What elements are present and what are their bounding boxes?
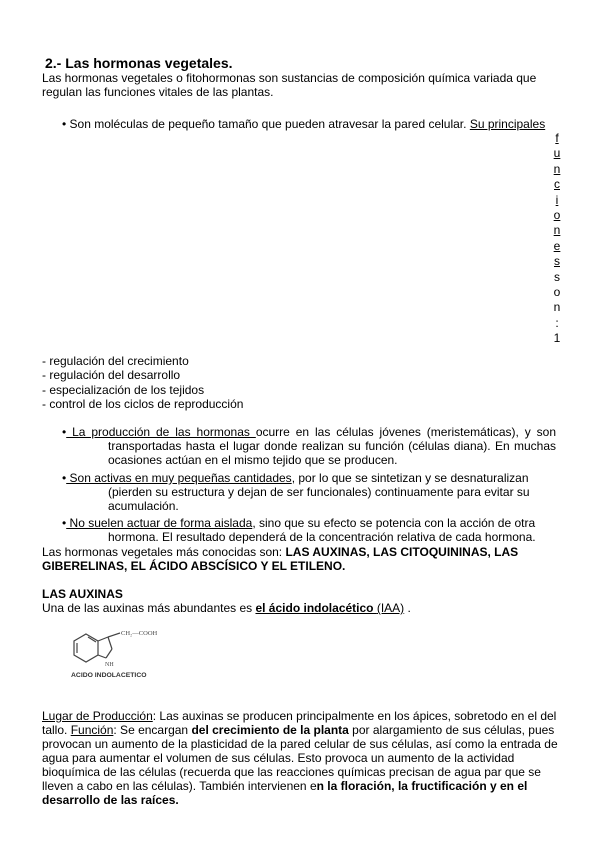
bullet-mark: •: [62, 471, 67, 485]
paragraph-text: , sino que su efecto se potencia con la acción de otra hormona. El resultado dependerá de la concentración relativa de cada hormona.: [108, 516, 536, 544]
funcion-bold: del crecimiento de la planta: [191, 723, 349, 737]
funcion-text: : Se encargan: [113, 723, 192, 737]
vertical-letter: s: [554, 254, 560, 269]
indoleacetic-acid-structure: [66, 620, 176, 680]
vertical-letter: i: [555, 192, 559, 207]
bond: [108, 633, 120, 637]
vertical-letter: e: [553, 238, 561, 253]
bond: [108, 637, 112, 649]
paragraph-text: ocurre en las células jóvenes (meristemáticas), y son transportadas hasta el lugar donde realizan su función (células diana). En muchas ocasiones actúan en el mismo tejido que se producen.: [108, 425, 556, 467]
vertical-letter: o: [553, 207, 561, 222]
bond: [98, 637, 108, 641]
auxinas-bold-underlined: el ácido indolacético: [255, 601, 377, 615]
label-funcion: Función: [70, 723, 114, 737]
vertical-letter: c: [554, 177, 560, 192]
list-item: - regulación del crecimiento: [42, 354, 189, 368]
paragraph-production: [62, 425, 556, 467]
list-item: - especialización de los tejidos: [42, 382, 205, 397]
label-lugar: Lugar de Producción: [42, 709, 153, 723]
vertical-letter: o: [553, 284, 561, 299]
list-item: - regulación del desarrollo: [42, 368, 181, 383]
bullet-small-molecules: [62, 117, 545, 131]
known-hormones-text: Las hormonas vegetales más conocidas son:: [42, 545, 286, 559]
vertical-letters: [550, 131, 564, 346]
functions-list: [42, 354, 243, 412]
structure-caption: ACIDO INDOLACETICO: [71, 672, 147, 679]
paragraph-text: , por lo que se sintetizan y se desnaturalizan (pierden su estructura y dejan de ser funcionales) continuamente para evitar su acumulación.: [108, 471, 530, 513]
bond: [106, 649, 112, 658]
auxinas-tail: .: [404, 601, 411, 615]
auxinas-intro-text: Una de las auxinas más abundantes es: [42, 601, 256, 615]
paragraph-not-isolated: [62, 516, 556, 544]
bond: [98, 655, 106, 658]
vertical-letter: f: [555, 131, 559, 145]
page-title: 2.- Las hormonas vegetales.: [45, 55, 233, 71]
underlined-phrase: Son activas en muy pequeñas cantidades: [66, 471, 292, 485]
underlined-phrase: La producción de las hormonas: [66, 425, 256, 439]
nh-label: NH: [105, 662, 114, 668]
known-hormones-bold: LAS AUXINAS, LAS CITOQUININAS, LAS GIBERELINAS, EL ÁCIDO ABSCÍSICO Y EL ETILENO.: [42, 545, 519, 573]
intro-paragraph: Las hormonas vegetales o fitohormonas son sustancias de composición química variada que regulan las funciones vitales de las plantas.: [42, 71, 537, 99]
bullet-mark: •: [62, 516, 67, 530]
side-chain-label: CH₂—COOH: [121, 630, 158, 637]
lugar-funcion-paragraph: [42, 709, 560, 807]
funcion-bold-2: n la floración, la fructificación y en el desarrollo de las raíces.: [42, 779, 528, 807]
vertical-letter: n: [553, 161, 561, 176]
vertical-letter: n: [553, 300, 561, 315]
lugar-text: : Las auxinas se producen principalmente en los ápices, sobretodo en el del tallo.: [42, 709, 557, 737]
list-item: - control de los ciclos de reproducción: [42, 397, 244, 412]
known-hormones-paragraph: [42, 545, 562, 573]
vertical-letter: s: [554, 269, 560, 284]
auxinas-intro: [42, 601, 411, 615]
paragraph-small-quantities: [62, 471, 556, 513]
vertical-letter: 1: [553, 331, 561, 346]
vertical-letter: :: [555, 315, 559, 330]
bullet-small-molecules-text: • Son moléculas de pequeño tamaño que pueden atravesar la pared celular.: [62, 117, 470, 131]
vertical-letter: n: [553, 223, 561, 238]
section-heading-auxinas: LAS AUXINAS: [42, 587, 123, 601]
vertical-letter: u: [553, 146, 561, 161]
auxinas-underlined: (IAA): [376, 601, 405, 615]
underlined-phrase: No suelen actuar de forma aislada: [66, 516, 253, 530]
bullet-small-molecules-underlined: Su principales: [469, 117, 546, 131]
funcion-text-2: por alargamiento de sus células, pues provocan un aumento de la plasticidad de la pared celular de sus células, así como la entrada de agua para aumentar el volumen de sus células. Esto provoca un aumento de la actividad bioquímica de las células (recuerda que las reacciones químicas precisan de agua par que se lleven a cabo en las células). También intervienen e: [42, 723, 558, 793]
bullet-mark: •: [62, 425, 67, 439]
